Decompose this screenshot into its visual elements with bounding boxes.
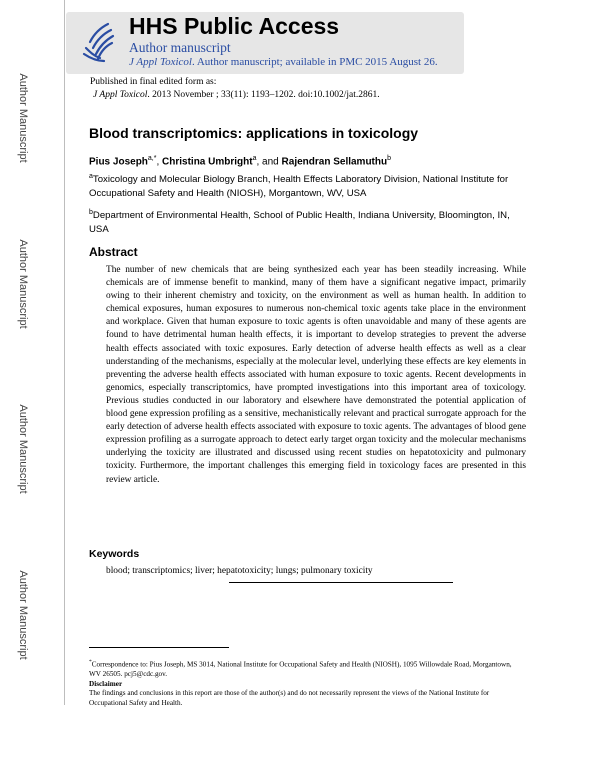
disclaimer-heading: Disclaimer bbox=[89, 680, 123, 688]
author-list: Pius Joseph$^{a,*}$, Christina Umbright$^a$, and Rajendran Sellamuthu$^b$ bbox=[89, 155, 392, 168]
keywords-heading: Keywords bbox=[89, 548, 140, 560]
side-label-1: Author Manuscript bbox=[17, 73, 29, 163]
side-label-2: Author Manuscript bbox=[17, 239, 29, 329]
affiliation-a: $^a$Toxicology and Molecular Biology Branch, Health Effects Laboratory Division, National Institute for Occupational Safety and Health (NIOSH), Morgantown, WV, USA bbox=[89, 173, 509, 200]
margin-divider bbox=[64, 0, 65, 705]
hhs-public-access-title: HHS Public Access bbox=[129, 13, 340, 39]
abstract-body: The number of new chemicals that are being synthesized each year has been steadily increasing. While chemicals are of immense benefit to mankind, many of them have a significant negative impact, primarily owing to their inherent chemistry and toxicity, on the environment as well as human health. In addition to chemical exposures, human exposures to numerous non-chemical toxic agents take place in the environment and workplace. Given that human exposure to toxic agents is often unavoidable and many of these agents are found to have detrimental human health effects, it is important to develop strategies to prevent the adverse health effects associated with toxic exposures. Early detection of adverse health effects as well as a clear understanding of the mechanisms, especially at the molecular level, underlying these effects are key elements in preventing the adverse health effects associated with human exposure to toxic agents. Recent developments in genomics, especially transcriptomics, have prompted investigations into this important area of toxicology. Previous studies conducted in our laboratory and elsewhere have demonstrated the potential application of blood gene expression profiling as a sensitive, mechanistically relevant and practical surrogate approach for the early detection of adverse health effects associated with exposure to toxic agents. The advantages of blood gene expression profiling as a surrogate approach to detect early target organ toxicity and the molecular mechanisms underlying the toxicity are illustrated and discussed using recent studies on hepatotoxicity and pulmonary toxicity. Furthermore, the important challenges this emerging field in toxicology faces are presented in this review article. bbox=[106, 265, 526, 485]
disclaimer-text: The findings and conclusions in this report are those of the author(s) and do not necessarily represent the views of the National Institute for Occupational Safety and Health. bbox=[89, 689, 490, 707]
article-title: Blood transcriptomics: applications in toxicology bbox=[89, 125, 419, 141]
keywords-divider bbox=[229, 582, 453, 583]
affiliation-b: $^b$Department of Environmental Health, School of Public Health, Indiana University, Bloomington, IN, USA bbox=[89, 209, 510, 236]
citation-line: J Appl Toxicol. 2013 November ; 33(11): 1193–1202. doi:10.1002/jat.2861. bbox=[93, 90, 380, 100]
side-label-3: Author Manuscript bbox=[17, 404, 29, 494]
keywords-list: blood; transcriptomics; liver; hepatotoxicity; lungs; pulmonary toxicity bbox=[106, 566, 373, 576]
correspondence-footnote: *Correspondence to: Pius Joseph, MS 3014, National Institute for Occupational Safety and Health (NIOSH), 1095 Willowdale Road, Morgantown, WV 26505. pcj5@cdc.gov. bbox=[89, 659, 512, 679]
availability-line: J Appl Toxicol. Author manuscript; available in PMC 2015 August 26. bbox=[129, 56, 438, 68]
side-label-4: Author Manuscript bbox=[17, 570, 29, 660]
abstract-heading: Abstract bbox=[89, 245, 138, 259]
author-manuscript-label: Author manuscript bbox=[129, 40, 231, 55]
footnote-divider bbox=[89, 647, 229, 648]
hhs-eagle-logo-icon bbox=[78, 18, 118, 66]
published-label: Published in final edited form as: bbox=[90, 77, 217, 87]
